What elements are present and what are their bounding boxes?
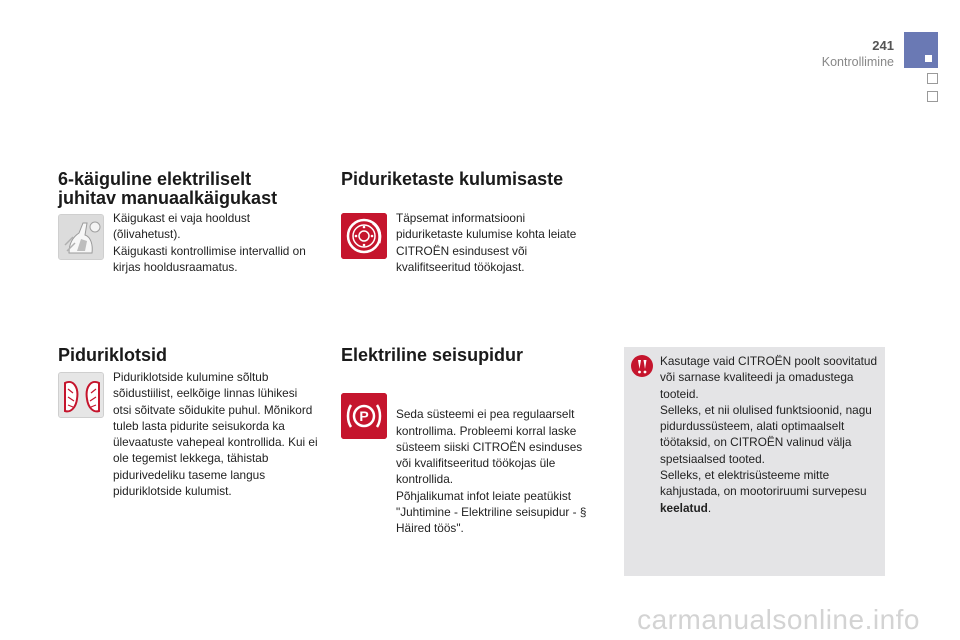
parking-brake-text-body: Seda süsteemi ei pea regulaarselt kontrollima. Probleemi korral laske süsteem siiski CITROËN esinduses või kvalifitseeritud töökojas üle kontrollida. Põhjalikumat infot leiate peatükist "Juhtimine - Elektriline seisupidur - § Häired töös". <box>396 407 587 536</box>
page-number: 241 <box>872 38 894 53</box>
warning-icon <box>630 354 654 378</box>
brake-pads-text-body: Piduriklotside kulumine sõltub sõidustiilist, eelkõige linnas lühikesi otsi sõitvate sõidukite puhul. Mõnikord tuleb lasta pidurite seisukorda ka ülevaatuste vahepeal kontrollida. Kui ei ole tegemist lekkega, tähistab pidurivedeliku taseme langus piduriklotside kulumist. <box>113 370 318 499</box>
gearbox-title-line2: juhitav manuaalkäigukast <box>58 188 278 208</box>
gearbox-icon <box>58 214 104 260</box>
brake-discs-text: Täpsemat informatsiooni piduriketaste kulumise kohta leiate CITROËN esindusest või kvalifitseeritud töökojast. <box>396 211 577 274</box>
chapter-tab-empty[interactable] <box>927 73 938 84</box>
note-bold-word: keelatud <box>660 500 708 515</box>
parking-brake-title: Elektriline seisupidur <box>341 345 524 365</box>
chapter-tab[interactable] <box>904 32 938 68</box>
note-text <box>660 353 880 516</box>
tab-marker-icon <box>925 55 932 62</box>
parking-brake-text <box>341 390 597 553</box>
note-end: . <box>707 500 712 515</box>
gearbox-title-line1: 6-käiguline elektriliselt <box>58 169 252 189</box>
brake-discs-title: Piduriketaste kulumisaste <box>341 169 564 189</box>
brake-pads-text <box>58 369 318 499</box>
note-box <box>624 347 885 576</box>
brake-disc-icon <box>341 213 387 259</box>
brake-pads-title: Piduriklotsid <box>58 345 168 365</box>
chapter-tab-empty[interactable] <box>927 91 938 102</box>
note-text-body: Kasutage vaid CITROËN poolt soovitatud või sarnase kvaliteedi ja omadustega tooteid. Selleks, et nii olulised funktsioonid, nagu pidurdussüsteem, alati optimaalselt töötaksid, on CITROËN valinud välja spetsiaalsed tooted. Selleks, et elektrisüsteeme mitte kahjustada, on mootoriruumi survepesu <box>660 354 878 499</box>
watermark: carmanualsonline.info <box>637 604 920 635</box>
section-name: Kontrollimine <box>821 55 894 69</box>
svg-text:P: P <box>359 408 369 424</box>
gearbox-text: Käigukast ei vaja hooldust (õlivahetust). Käigukasti kontrollimise intervallid on kirjas hooldusraamatus. <box>113 211 306 274</box>
